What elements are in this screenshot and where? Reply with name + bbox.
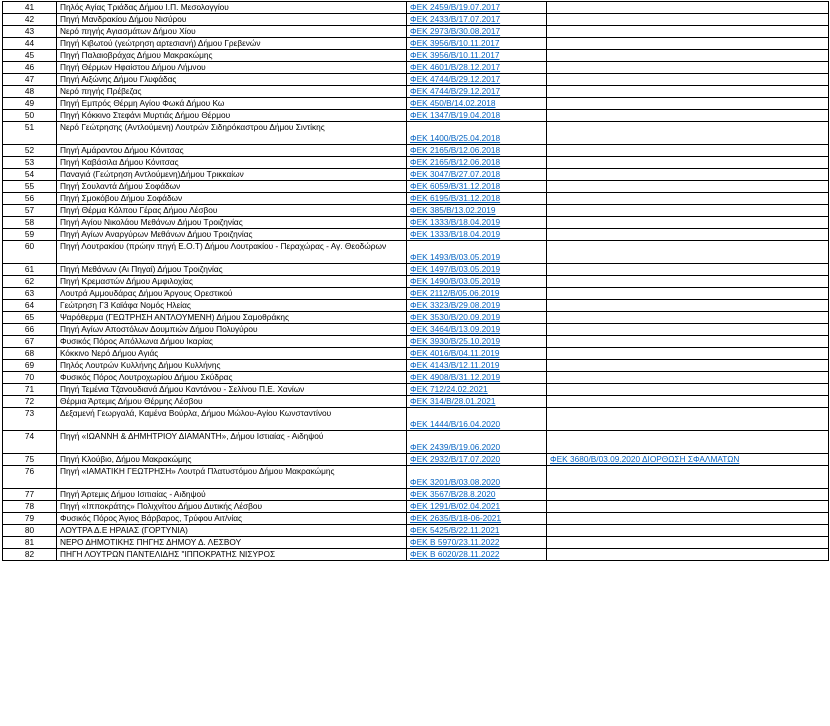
note-cell xyxy=(547,264,829,276)
row-number: 80 xyxy=(3,525,57,537)
spring-name: Πηγή «ΙΩΑΝΝΗ & ΔΗΜΗΤΡΙΟΥ ΔΙΑΜΑΝΤΗ», Δήμου Ιστιαίας - Αιδηψού xyxy=(57,431,407,454)
gazette-link[interactable]: ΦΕΚ 4744/Β/29.12.2017 xyxy=(410,74,501,84)
row-number: 60 xyxy=(3,241,57,264)
gazette-cell xyxy=(407,525,547,537)
spring-name: Θέρμια Άρτεμις Δήμου Θέρμης Λέσβου xyxy=(57,396,407,408)
gazette-link[interactable]: ΦΕΚ 1497/Β/03.05.2019 xyxy=(410,264,501,274)
spring-name: Νερό πηγής Αγιασμάτων Δήμου Χίου xyxy=(57,26,407,38)
row-number: 73 xyxy=(3,408,57,431)
spring-name: Παναγιά (Γεώτρηση Αντλούμενη)Δήμου Τρικκαίων xyxy=(57,169,407,181)
note-cell xyxy=(547,50,829,62)
spring-name: Πηγή Μεθάνων (Αι Πηγαί) Δήμου Τροιζηνίας xyxy=(57,264,407,276)
table-row xyxy=(3,348,829,360)
table-row xyxy=(3,276,829,288)
spring-name: Πηγή Καβάσιλα Δήμου Κόνιτσας xyxy=(57,157,407,169)
gazette-cell xyxy=(407,122,547,145)
gazette-cell xyxy=(407,62,547,74)
row-number: 62 xyxy=(3,276,57,288)
row-number: 51 xyxy=(3,122,57,145)
spring-name: Πηλός Αγίας Τριάδας Δήμου Ι.Π. Μεσολογγίου xyxy=(57,2,407,14)
gazette-cell xyxy=(407,372,547,384)
note-cell xyxy=(547,489,829,501)
note-cell xyxy=(547,38,829,50)
note-cell xyxy=(547,276,829,288)
gazette-link[interactable]: ΦΕΚ 2932/Β/17.07.2020 xyxy=(410,454,501,464)
table-row xyxy=(3,110,829,122)
gazette-link[interactable]: ΦΕΚ 4016/Β/04.11.2019 xyxy=(410,348,500,358)
note-cell xyxy=(547,26,829,38)
gazette-cell xyxy=(407,360,547,372)
row-number: 45 xyxy=(3,50,57,62)
gazette-cell xyxy=(407,489,547,501)
gazette-link[interactable]: ΦΕΚ 4601/Β/28.12.2017 xyxy=(410,62,501,72)
table-row xyxy=(3,454,829,466)
table-row xyxy=(3,384,829,396)
gazette-cell xyxy=(407,466,547,489)
gazette-cell xyxy=(407,336,547,348)
gazette-cell xyxy=(407,14,547,26)
gazette-cell xyxy=(407,513,547,525)
gazette-link[interactable]: ΦΕΚ 1444/Β/16.04.2020 xyxy=(410,419,501,429)
row-number: 49 xyxy=(3,98,57,110)
row-number: 41 xyxy=(3,2,57,14)
gazette-link[interactable]: ΦΕΚ 2459/Β/19.07.2017 xyxy=(410,2,501,12)
spring-name: Πηγή Λουτρακίου (πρώην πηγή Ε.Ο.Τ) Δήμου Λουτρακίου - Περαχώρας - Αγ. Θεοδώρων xyxy=(57,241,407,264)
table-row xyxy=(3,537,829,549)
row-number: 77 xyxy=(3,489,57,501)
row-number: 67 xyxy=(3,336,57,348)
gazette-cell xyxy=(407,288,547,300)
table-row xyxy=(3,489,829,501)
row-number: 57 xyxy=(3,205,57,217)
note-cell xyxy=(547,169,829,181)
spring-name: Δεξαμενή Γεωργαλά, Καμένα Βούρλα, Δήμου Μώλου-Αγίου Κωνσταντίνου xyxy=(57,408,407,431)
row-number: 82 xyxy=(3,549,57,561)
note-cell xyxy=(547,360,829,372)
row-number: 43 xyxy=(3,26,57,38)
table-row xyxy=(3,241,829,264)
note-cell xyxy=(547,98,829,110)
gazette-link[interactable]: ΦΕΚ 3323/Β/29.08.2019 xyxy=(410,300,501,310)
gazette-link[interactable]: ΦΕΚ 2165/Β/12.06.2018 xyxy=(410,157,501,167)
row-number: 52 xyxy=(3,145,57,157)
correction-link[interactable]: ΦΕΚ 3680/Β/03.09.2020 ΔΙΟΡΘΩΣΗ ΣΦΑΛΜΑΤΩΝ xyxy=(550,454,740,464)
table-row xyxy=(3,98,829,110)
row-number: 79 xyxy=(3,513,57,525)
gazette-link[interactable]: ΦΕΚ 1333/Β/18.04.2019 xyxy=(410,217,501,227)
row-number: 78 xyxy=(3,501,57,513)
gazette-link[interactable]: ΦΕΚ 3956/Β/10.11.2017 xyxy=(410,50,500,60)
row-number: 56 xyxy=(3,193,57,205)
gazette-link[interactable]: ΦΕΚ 3930/Β/25.10.2019 xyxy=(410,336,501,346)
spring-name: Πηγή Εμπρός Θέρμη Αγίου Φωκά Δήμου Κω xyxy=(57,98,407,110)
row-number: 63 xyxy=(3,288,57,300)
note-cell xyxy=(547,501,829,513)
gazette-link[interactable]: ΦΕΚ 1291/Β/02.04.2021 xyxy=(410,501,501,511)
row-number: 68 xyxy=(3,348,57,360)
spring-name: Πηγή Αγίου Νικολάου Μεθάνων Δήμου Τροιζηνίας xyxy=(57,217,407,229)
table-row xyxy=(3,217,829,229)
table-row xyxy=(3,501,829,513)
gazette-link[interactable]: ΦΕΚ 3464/Β/13.09.2019 xyxy=(410,324,501,334)
table-row xyxy=(3,324,829,336)
gazette-link[interactable]: ΦΕΚ 1333/Β/18.04.2019 xyxy=(410,229,501,239)
spring-name: Πηγή Σμοκόβου Δήμου Σοφάδων xyxy=(57,193,407,205)
gazette-link[interactable]: ΦΕΚ 2635/Β/18-06-2021 xyxy=(410,513,502,523)
spring-name: Πηγή Αμάραντου Δήμου Κόνιτσας xyxy=(57,145,407,157)
table-row xyxy=(3,513,829,525)
note-cell xyxy=(547,86,829,98)
table-row xyxy=(3,288,829,300)
spring-name: Πηγή Θέρμων Ηφαίστου Δήμου Λήμνου xyxy=(57,62,407,74)
spring-name: Πηγή Κλούβιο, Δήμου Μακρακώμης xyxy=(57,454,407,466)
table-row xyxy=(3,193,829,205)
gazette-cell xyxy=(407,74,547,86)
note-cell xyxy=(547,62,829,74)
note-cell xyxy=(547,324,829,336)
note-cell xyxy=(547,300,829,312)
gazette-cell xyxy=(407,98,547,110)
gazette-cell xyxy=(407,217,547,229)
note-cell xyxy=(547,336,829,348)
spring-name: Πηγή Μανδρακίου Δήμου Νισύρου xyxy=(57,14,407,26)
row-number: 64 xyxy=(3,300,57,312)
spring-name: Πηγή Παλαιοβράχας Δήμου Μακρακώμης xyxy=(57,50,407,62)
table-body xyxy=(3,2,829,561)
row-number: 42 xyxy=(3,14,57,26)
gazette-link[interactable]: ΦΕΚ 1347/Β/19.04.2018 xyxy=(410,110,501,120)
gazette-cell xyxy=(407,408,547,431)
row-number: 58 xyxy=(3,217,57,229)
row-number: 44 xyxy=(3,38,57,50)
spring-name: Πηγή Άρτεμις Δήμου Ισιτιαίας - Αιδηψού xyxy=(57,489,407,501)
row-number: 75 xyxy=(3,454,57,466)
gazette-cell xyxy=(407,229,547,241)
note-cell xyxy=(547,288,829,300)
table-row xyxy=(3,360,829,372)
row-number: 54 xyxy=(3,169,57,181)
spring-name: Πηλός Λουτρών Κυλλήνης Δήμου Κυλλήνης xyxy=(57,360,407,372)
table-row xyxy=(3,14,829,26)
row-number: 65 xyxy=(3,312,57,324)
spring-name: Πηγή Αγίων Αποστόλων Δουμπιών Δήμου Πολυγύρου xyxy=(57,324,407,336)
spring-name: Πηγή Κρεμαστών Δήμου Αμφιλοχίας xyxy=(57,276,407,288)
spring-name: Λουτρά Αμμουδάρας Δήμου Άργους Ορεστικού xyxy=(57,288,407,300)
spring-name: Ψαρόθερμα (ΓΕΩΤΡΗΣΗ ΑΝΤΛΟΥΜΕΝΗ) Δήμου Σαμοθράκης xyxy=(57,312,407,324)
gazette-cell xyxy=(407,50,547,62)
gazette-link[interactable]: ΦΕΚ 6195/Β/31.12.2018 xyxy=(410,193,501,203)
gazette-cell xyxy=(407,193,547,205)
gazette-link[interactable]: ΦΕΚ 3530/Β/20.09.2019 xyxy=(410,312,501,322)
table-row xyxy=(3,205,829,217)
spring-name: Φυσικός Πόρος Απόλλωνα Δήμου Ικαρίας xyxy=(57,336,407,348)
table-row xyxy=(3,525,829,537)
note-cell xyxy=(547,14,829,26)
row-number: 70 xyxy=(3,372,57,384)
gazette-link[interactable]: ΦΕΚ 2439/Β/19.06.2020 xyxy=(410,442,501,452)
gazette-link[interactable]: ΦΕΚ 3956/Β/10.11.2017 xyxy=(410,38,500,48)
row-number: 46 xyxy=(3,62,57,74)
spring-name: Νερό Γεώτρησης (Αντλούμενη) Λουτρών Σιδηρόκαστρου Δήμου Σιντίκης xyxy=(57,122,407,145)
table-row xyxy=(3,181,829,193)
gazette-cell xyxy=(407,205,547,217)
spring-name: Νερό πηγής Πρέβεζας xyxy=(57,86,407,98)
table-row xyxy=(3,86,829,98)
gazette-link[interactable]: ΦΕΚ 3567/Β/28.8.2020 xyxy=(410,489,496,499)
gazette-link[interactable]: ΦΕΚ 385/Β/13.02.2019 xyxy=(410,205,496,215)
table-row xyxy=(3,169,829,181)
gazette-link[interactable]: ΦΕΚ 2165/Β/12.06.2018 xyxy=(410,145,501,155)
note-cell xyxy=(547,74,829,86)
gazette-cell xyxy=(407,312,547,324)
note-cell xyxy=(547,372,829,384)
table-row xyxy=(3,300,829,312)
gazette-link[interactable]: ΦΕΚ 4744/Β/29.12.2017 xyxy=(410,86,501,96)
gazette-cell xyxy=(407,549,547,561)
table-row xyxy=(3,26,829,38)
gazette-cell xyxy=(407,26,547,38)
gazette-link[interactable]: ΦΕΚ 2973/Β/30.08.2017 xyxy=(410,26,501,36)
row-number: 61 xyxy=(3,264,57,276)
gazette-link[interactable]: ΦΕΚ 712/24.02.2021 xyxy=(410,384,488,394)
gazette-cell xyxy=(407,537,547,549)
table-row xyxy=(3,229,829,241)
gazette-cell xyxy=(407,384,547,396)
table-row xyxy=(3,549,829,561)
row-number: 76 xyxy=(3,466,57,489)
row-number: 74 xyxy=(3,431,57,454)
gazette-cell xyxy=(407,157,547,169)
gazette-link[interactable]: ΦΕΚ 4908/Β/31.12.2019 xyxy=(410,372,501,382)
spring-name: Πηγή Θέρμα Κόλπου Γέρας Δήμου Λέσβου xyxy=(57,205,407,217)
row-number: 50 xyxy=(3,110,57,122)
gazette-cell xyxy=(407,396,547,408)
gazette-link[interactable]: ΦΕΚ 450/Β/14.02.2018 xyxy=(410,98,496,108)
note-cell xyxy=(547,229,829,241)
spring-name: ΠΗΓΗ ΛΟΥΤΡΩΝ ΠΑΝΤΕΛΙΔΗΣ "ΙΠΠΟΚΡΑΤΗΣ ΝΙΣΥΡΟΣ xyxy=(57,549,407,561)
spring-name: Πηγή Κιβωτού (γεώτρηση αρτεσιανή) Δήμου Γρεβενών xyxy=(57,38,407,50)
gazette-link[interactable]: ΦΕΚ 3047/Β/27.07.2018 xyxy=(410,169,501,179)
spring-name: Πηγή Αιξώνης Δήμου Γλυφάδας xyxy=(57,74,407,86)
gazette-link[interactable]: ΦΕΚ Β 6020/28.11.2022 xyxy=(410,549,500,559)
gazette-cell xyxy=(407,86,547,98)
note-cell xyxy=(547,348,829,360)
gazette-cell xyxy=(407,169,547,181)
spring-name: Πηγή «ΙΑΜΑΤΙΚΗ ΓΕΩΤΡΗΣΗ» Λουτρά Πλατυστόμου Δήμου Μακρακώμης xyxy=(57,466,407,489)
note-cell xyxy=(547,110,829,122)
table-row xyxy=(3,50,829,62)
row-number: 55 xyxy=(3,181,57,193)
note-cell xyxy=(547,513,829,525)
note-cell xyxy=(547,217,829,229)
gazette-cell xyxy=(407,431,547,454)
gazette-cell xyxy=(407,324,547,336)
note-cell xyxy=(547,466,829,489)
table-row xyxy=(3,62,829,74)
row-number: 48 xyxy=(3,86,57,98)
gazette-cell xyxy=(407,300,547,312)
table-row xyxy=(3,157,829,169)
row-number: 47 xyxy=(3,74,57,86)
note-cell xyxy=(547,193,829,205)
note-cell xyxy=(547,408,829,431)
gazette-cell xyxy=(407,38,547,50)
spring-name: Φυσικός Πόρος Άγιος Βάρβαρος, Τρύφου Αιτ/νίας xyxy=(57,513,407,525)
table-row xyxy=(3,396,829,408)
note-cell xyxy=(547,157,829,169)
row-number: 53 xyxy=(3,157,57,169)
note-cell xyxy=(547,384,829,396)
gazette-cell xyxy=(407,110,547,122)
note-cell xyxy=(547,145,829,157)
spring-name: Γεώτρηση Γ3 Καϊάφα Νομός Ηλείας xyxy=(57,300,407,312)
table-row xyxy=(3,408,829,431)
table-row xyxy=(3,2,829,14)
gazette-link[interactable]: ΦΕΚ 5425/Β/22.11.2021 xyxy=(410,525,500,535)
row-number: 71 xyxy=(3,384,57,396)
table-row xyxy=(3,431,829,454)
gazette-cell xyxy=(407,348,547,360)
note-cell xyxy=(547,549,829,561)
note-cell xyxy=(547,431,829,454)
table-row xyxy=(3,372,829,384)
gazette-cell xyxy=(407,501,547,513)
note-cell xyxy=(547,454,829,466)
row-number: 81 xyxy=(3,537,57,549)
table-row xyxy=(3,74,829,86)
gazette-link[interactable]: ΦΕΚ 1493/Β/03.05.2019 xyxy=(410,252,501,262)
gazette-cell xyxy=(407,264,547,276)
springs-table xyxy=(2,1,829,561)
gazette-link[interactable]: ΦΕΚ 1400/Β/25.04.2018 xyxy=(410,133,501,143)
gazette-cell xyxy=(407,145,547,157)
gazette-link[interactable]: ΦΕΚ 4143/Β/12.11.2019 xyxy=(410,360,500,370)
table-row xyxy=(3,38,829,50)
note-cell xyxy=(547,2,829,14)
row-number: 66 xyxy=(3,324,57,336)
note-cell xyxy=(547,396,829,408)
spring-name: Φυσικός Πόρος Λουτροχωρίου Δήμου Σκύδρας xyxy=(57,372,407,384)
row-number: 72 xyxy=(3,396,57,408)
gazette-link[interactable]: ΦΕΚ 2112/Β/05.06.2019 xyxy=(410,288,500,298)
note-cell xyxy=(547,537,829,549)
spring-name: ΝΕΡΟ ΔΗΜΟΤΙΚΗΣ ΠΗΓΗΣ ΔΗΜΟΥ Δ. ΛΕΣΒΟΥ xyxy=(57,537,407,549)
gazette-link[interactable]: ΦΕΚ 6059/Β/31.12.2018 xyxy=(410,181,501,191)
note-cell xyxy=(547,241,829,264)
spring-name: Πηγή Σουλαντά Δήμου Σοφάδων xyxy=(57,181,407,193)
spring-name: Πηγή «Ιπποκράτης» Πολιχνίτου Δήμου Δυτικής Λέσβου xyxy=(57,501,407,513)
table-row xyxy=(3,336,829,348)
gazette-cell xyxy=(407,241,547,264)
note-cell xyxy=(547,525,829,537)
gazette-link[interactable]: ΦΕΚ 3201/Β/03.08.2020 xyxy=(410,477,501,487)
row-number: 59 xyxy=(3,229,57,241)
note-cell xyxy=(547,181,829,193)
table-row xyxy=(3,312,829,324)
gazette-cell xyxy=(407,276,547,288)
table-row xyxy=(3,145,829,157)
spring-name: Πηγή Κόκκινο Στεφάνι Μυρτιάς Δήμου Θέρμου xyxy=(57,110,407,122)
spring-name: Πηγή Αγίων Αναργύρων Μεθάνων Δήμου Τροιζηνίας xyxy=(57,229,407,241)
gazette-cell xyxy=(407,454,547,466)
table-row xyxy=(3,122,829,145)
gazette-link[interactable]: ΦΕΚ 1490/Β/03.05.2019 xyxy=(410,276,501,286)
spring-name: Πηγή Τεμένια Τζανουδιανά Δήμου Καντάνου - Σελίνου Π.Ε. Χανίων xyxy=(57,384,407,396)
spring-name: ΛΟΥΤΡΑ Δ.Ε ΗΡΑΙΑΣ (ΓΟΡΤΥΝΙΑ) xyxy=(57,525,407,537)
gazette-link[interactable]: ΦΕΚ Β 5970/23.11.2022 xyxy=(410,537,500,547)
note-cell xyxy=(547,122,829,145)
table-row xyxy=(3,264,829,276)
gazette-link[interactable]: ΦΕΚ 314/Β/28.01.2021 xyxy=(410,396,496,406)
gazette-cell xyxy=(407,2,547,14)
table-row xyxy=(3,466,829,489)
gazette-link[interactable]: ΦΕΚ 2433/Β/17.07.2017 xyxy=(410,14,501,24)
note-cell xyxy=(547,312,829,324)
spring-name: Κόκκινο Νερό Δήμου Αγιάς xyxy=(57,348,407,360)
note-cell xyxy=(547,205,829,217)
gazette-cell xyxy=(407,181,547,193)
row-number: 69 xyxy=(3,360,57,372)
